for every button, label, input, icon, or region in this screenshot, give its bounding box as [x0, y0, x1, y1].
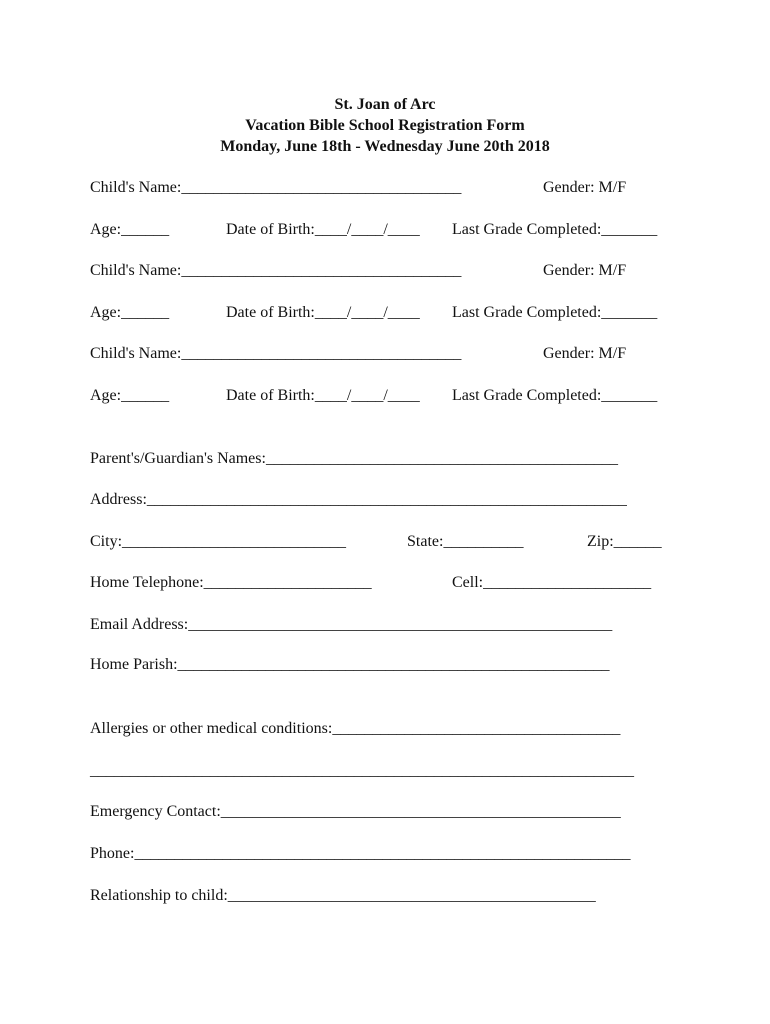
parent-names-field[interactable]: Parent's/Guardian's Names:____________________________________________ — [90, 450, 618, 467]
emergency-contact-field[interactable]: Emergency Contact:__________________________________________________ — [90, 803, 621, 820]
child-2-age-field[interactable]: Age:______ — [90, 304, 170, 321]
child-1-dob-field[interactable]: Date of Birth:____/____/____ — [226, 221, 420, 238]
child-3-gender-field[interactable]: Gender: M/F — [543, 345, 627, 362]
child-2-gender-field[interactable]: Gender: M/F — [543, 262, 627, 279]
email-address-field[interactable]: Email Address:_____________________________________________________ — [90, 616, 613, 633]
child-3-dob-field[interactable]: Date of Birth:____/____/____ — [226, 387, 420, 404]
child-3-age-field[interactable]: Age:______ — [90, 387, 170, 404]
form-org-title: St. Joan of Arc — [334, 96, 436, 113]
address-field[interactable]: Address:____________________________________________________________ — [90, 491, 627, 508]
home-telephone-field[interactable]: Home Telephone:_____________________ — [90, 574, 372, 591]
child-2-dob-field[interactable]: Date of Birth:____/____/____ — [226, 304, 420, 321]
home-parish-field[interactable]: Home Parish:______________________________________________________ — [90, 656, 610, 673]
emergency-phone-field[interactable]: Phone:______________________________________________________________ — [90, 845, 631, 862]
allergies-field[interactable]: Allergies or other medical conditions:____________________________________ — [90, 720, 621, 737]
cell-phone-field[interactable]: Cell:_____________________ — [452, 574, 652, 591]
child-1-age-field[interactable]: Age:______ — [90, 221, 170, 238]
child-3-name-field[interactable]: Child's Name:___________________________________ — [90, 345, 462, 362]
state-field[interactable]: State:__________ — [407, 533, 524, 550]
child-1-gender-field[interactable]: Gender: M/F — [543, 179, 627, 196]
form-dates: Monday, June 18th - Wednesday June 20th 2018 — [220, 138, 550, 155]
city-field[interactable]: City:____________________________ — [90, 533, 347, 550]
form-title: Vacation Bible School Registration Form — [245, 117, 525, 134]
child-1-grade-field[interactable]: Last Grade Completed:_______ — [452, 221, 658, 238]
child-3-grade-field[interactable]: Last Grade Completed:_______ — [452, 387, 658, 404]
relationship-field[interactable]: Relationship to child:______________________________________________ — [90, 887, 596, 904]
allergies-extra-line[interactable]: ____________________________________________________________________ — [90, 762, 634, 779]
child-2-name-field[interactable]: Child's Name:___________________________________ — [90, 262, 462, 279]
child-2-grade-field[interactable]: Last Grade Completed:_______ — [452, 304, 658, 321]
zip-field[interactable]: Zip:______ — [587, 533, 662, 550]
child-1-name-field[interactable]: Child's Name:___________________________________ — [90, 179, 462, 196]
